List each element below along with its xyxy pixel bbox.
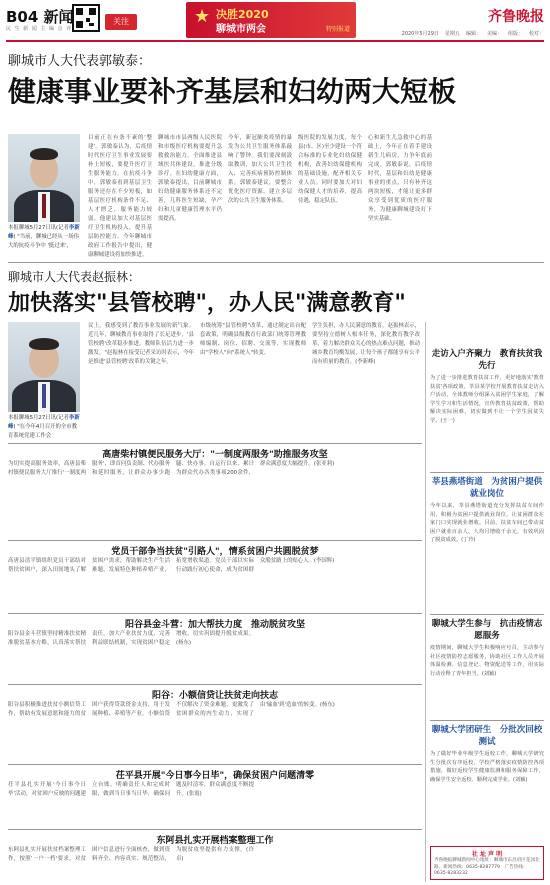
star-icon: ★ xyxy=(194,6,211,27)
small-story-1-headline: 高唐柴村镇便民服务大厅："一制度两服务"助推服务攻坚 xyxy=(102,450,328,460)
footer-notice-box xyxy=(430,846,544,880)
small-story-2-headline: 党员干部争当扶贫"引路人"，情系贫困户共圆脱贫梦 xyxy=(111,547,319,557)
small-story-4-body: 阳谷县积极推进扶贫小额信贷工作，帮助有发展意愿和能力的贫困户获得贷款资金支持，用于发展种植、养殖等产业。小额信贷不仅解决了资金难题，更激发了贫困群众的内生动力，实现了由'输血'到'造血'的转变。(杨东) xyxy=(8,702,335,717)
small-story-1-body: 为切实提高服务效率，高唐县柴村镇便民服务大厅推行'一制度两服务'，即首问负责制、代办服务和延时服务，让群众办事少跑腿、快办事。自运行以来，累计为群众代办各类事项200余件，群众满意度大幅提升。(张亚莉) xyxy=(8,461,335,476)
special-report-banner xyxy=(186,2,356,38)
small-story-divider-5 xyxy=(8,764,422,765)
issue-meta xyxy=(402,30,544,37)
small-story-6-body: 东阿县扎实开展扶贫档案整理工作，按照'一户一档'要求，对贫困户信息进行全面核查，做到资料齐全、内容真实、规范整洁，为脱贫攻坚提供有力支撑。(许卓) xyxy=(8,847,254,862)
right-story-4-body: 为了做好毕业年级学生返校工作，聊城大学研究生分批次有序返校，学校严格落实疫情防控各项措施，做好返校学生健康监测和服务保障工作，确保学生安全返校、顺利完成学业。(刘颖) xyxy=(430,751,544,783)
story1-column-1: 目前正在有条不紊的'整建'。郭敏泰认为，后疫情时代医疗卫生事业发展要补上短板，要提升医疗卫生服务能力。在抗疫斗争中，郭敏泰看到基层卫生服务还存在不少短板，如基层医疗机构条件不足、人才匮乏，服务能力较弱。他建议加大对基层医疗卫生机构投入，提升基层防控能力。今年聊城市政府工作报告中提出，健康聊城建设将加快推进。 xyxy=(88,135,152,258)
small-story-divider-6 xyxy=(8,829,422,830)
right-story-1-body: 为了进一步推进教育扶贫工作，更好地落实'教育扶贫'各项政策，莘县某学校开展教育扶贫走访入户活动，全体教师分组深入贫困学生家庭，了解学生学习和生活情况，宣传教育扶贫政策，帮助解决实际困难，切实做到不让一个学生因贫失学。(王一) xyxy=(430,375,544,424)
small-story-4-headline: 阳谷：小额信贷让扶贫走向扶志 xyxy=(151,691,278,701)
masthead-rule xyxy=(6,40,544,42)
issue-date: 2020年5月29日 xyxy=(401,31,439,37)
footer-notice-body: 齐鲁晚报聊城新闻中心地址：聊城市东昌府区花园北路。新闻热线：0635-8287779 广告热线：0635-8283232 xyxy=(434,858,540,876)
story2-column-3: 学生负担，办人民满意的教育。赵振林表示，要坚持立德树人根本任务，深化教育教学改革，着力解决群众关心的热点难点问题，推动城乡教育均衡发展，让每个孩子都能享有公平而有质量的教育。(李新峰) xyxy=(312,323,420,365)
banner-line2: 聊城市两会 xyxy=(216,24,266,35)
right-story-2-headline: 莘县燕塔街道 为贫困户提供就业岗位 xyxy=(431,477,543,499)
story1-caption-reporter: 李新峰 xyxy=(8,225,80,240)
small-story-3-body: 阳谷县金斗营镇坚持精准扶贫精准脱贫基本方略，认真落实帮扶责任，加大产业扶贫力度，完善利益联结机制，实现贫困户稳定增收，切实巩固提升脱贫成果。(杨东) xyxy=(8,631,254,646)
story1-column-5: 心和新生儿急救中心的基础上，今年正在着手建设新生儿病房，力争年底前完成。郭敏泰说，后疫情时代，基层和妇幼是健康事业的重点，只有补齐这两块短板，才能让更多群众享受到优质的医疗服务，为健康聊城建设打下坚实基础。 xyxy=(368,135,432,222)
story1-column-3: 今年，新冠肺炎疫情的暴发为公共卫生服务体系敲响了警钟。我们要深刻汲取教训，加大公共卫生投入，完善疾病预防控制体系。郭敏泰建议，要整合优化医疗资源，建立多层次的公共卫生服务体系。 xyxy=(228,135,292,204)
banner-line3: 特别报道 xyxy=(325,26,350,33)
story1-kicker: 聊城市人大代表郭敏泰： xyxy=(8,54,152,69)
small-story-divider-3 xyxy=(8,613,422,614)
story2-caption-prefix: 本报聊城5月27日讯(记者 xyxy=(8,415,69,421)
right-story-2-body: 今年以来，莘县燕塔街道充分发挥扶贫车间作用，积极为贫困户提供就业岗位，让贫困群众在家门口实现就业增收。目前，扶贫车间已带动贫困户就业百余人，人均月增收千余元，有效巩固了脱贫成效。(丁玲) xyxy=(430,503,544,544)
story1-column-2: 聊城市市县两级人民医院和市级医疗机构要提升急救救治能力。全面推进县域医共体建设，推进分级诊疗。在妇幼健康方面，郭敏泰提出，目前聊城市妇幼健康服务体系还不完善，儿科医生短缺，孕产妇和儿童健康管理水平仍需提高。 xyxy=(158,135,222,222)
story2-headline: 加快落实"县管校聘"，办人民"满意教育" xyxy=(8,291,406,316)
right-story-1-headline: 走访入户齐聚力 教育扶贫我先行 xyxy=(431,349,543,371)
story2-caption-reporter: 李新峰 xyxy=(8,415,80,430)
small-story-divider-2 xyxy=(8,540,422,541)
right-story-4-headline: 聊城大学团研生 分批次回校测试 xyxy=(431,725,543,747)
qr-code-icon xyxy=(72,4,100,32)
right-story-3-body: 疫情期间，聊城大学生积极响应号召，主动参与社区疫情防控志愿服务，协助社区工作人员开展体温检测、信息登记、物资配送等工作，用实际行动诠释了青年担当。(刘颖) xyxy=(430,645,544,677)
story1-divider xyxy=(8,262,544,263)
story1-headline: 健康事业要补齐基层和妇幼两大短板 xyxy=(8,75,457,108)
section-line: 民 生 新 闻 主 编 点 评 xyxy=(6,26,73,32)
issue-weekday: 星期五 xyxy=(444,31,460,37)
newspaper-brand: 齐鲁晚报 xyxy=(488,9,544,25)
checker-label: 校对： xyxy=(528,31,544,37)
story2-caption xyxy=(8,414,82,441)
follow-badge: 关注 xyxy=(105,14,137,30)
right-story-3-headline: 聊城大学生参与 抗击疫情志愿服务 xyxy=(431,619,543,641)
right-divider-1 xyxy=(430,472,544,473)
story1-column-4: 级医院的发展力度，每个县(市、区)至少建设一个符合标准的专业化妇幼保健机构，改善妇幼保健机构的基础设施，配齐相关专业人员。同时要加大对妇幼保健人才的培养，提高待遇，稳定队伍。 xyxy=(298,135,362,204)
designer-label: 美编： xyxy=(486,31,502,37)
small-story-6-headline: 东阿县扎实开展档案整理工作 xyxy=(156,836,274,846)
story1-caption-prefix: 本报聊城5月27日讯(记者 xyxy=(8,225,69,231)
page-label: B04 新闻 xyxy=(6,8,74,26)
story1-caption xyxy=(8,224,82,251)
story2-column-2: 市级统筹"县管校聘"改革，通过制定出台配套政策，明确县级教育行政部门统筹管理教师编制、岗位、招聘、交流等，实现教师由"学校人"向"系统人"转变。 xyxy=(200,323,306,356)
right-column-divider xyxy=(425,322,426,882)
story2-column-1: 议上，我感受到了教育事业发展的新气象。近几年，聊城教育事业取得了长足进步，'县管校聘'改革稳步推进，教师队伍活力进一步激发。"赵振林在接受记者采访时表示，今年是推进'县管校聘'改革的关键之年。 xyxy=(88,323,194,365)
story2-caption-rest: ) "在今年4月召开的全市教育系统党建工作会 xyxy=(8,424,78,439)
story1-caption-rest: ) "当前，聊城已经从一场伟大的抗疫斗争中 '挺过来'， xyxy=(8,234,79,249)
small-story-divider-4 xyxy=(8,684,422,685)
editor-label: 编辑： xyxy=(465,31,481,37)
story2-portrait-photo xyxy=(8,322,80,412)
right-divider-2 xyxy=(430,614,544,615)
masthead xyxy=(0,0,550,44)
small-story-5-headline: 茌平县开展"今日事今日毕"，确保贫困户问题清零 xyxy=(115,771,315,781)
banner-line1: 决胜2020 xyxy=(216,8,269,21)
proofreader-label: 组版： xyxy=(507,31,523,37)
small-story-divider-1 xyxy=(8,443,422,444)
right-divider-3 xyxy=(430,720,544,721)
story2-kicker: 聊城市人大代表赵振林： xyxy=(8,270,141,284)
small-story-2-body: 高唐县清平镇组织党员干部结对帮扶贫困户，深入田间地头了解贫困户需求，帮助解决生产生活难题，发展特色种植养殖产业，拓宽增收渠道。党员干部以实际行动践行初心使命，成为贫困群众脱贫路上的贴心人。(李国辉) xyxy=(8,558,335,573)
story1-portrait-photo xyxy=(8,134,80,222)
small-story-3-headline: 阳谷县金斗营：加大帮扶力度 推动脱贫攻坚 xyxy=(124,620,305,630)
small-story-5-body: 茌平县扎实开展'今日事今日毕'活动，对贫困户反映的问题建立台账，明确责任人和完成时限，做到当日事当日毕，确保问题及时清零，群众满意度不断提升。(张霞) xyxy=(8,782,254,797)
footer-notice-title: 社 址 声 明 xyxy=(471,851,503,858)
